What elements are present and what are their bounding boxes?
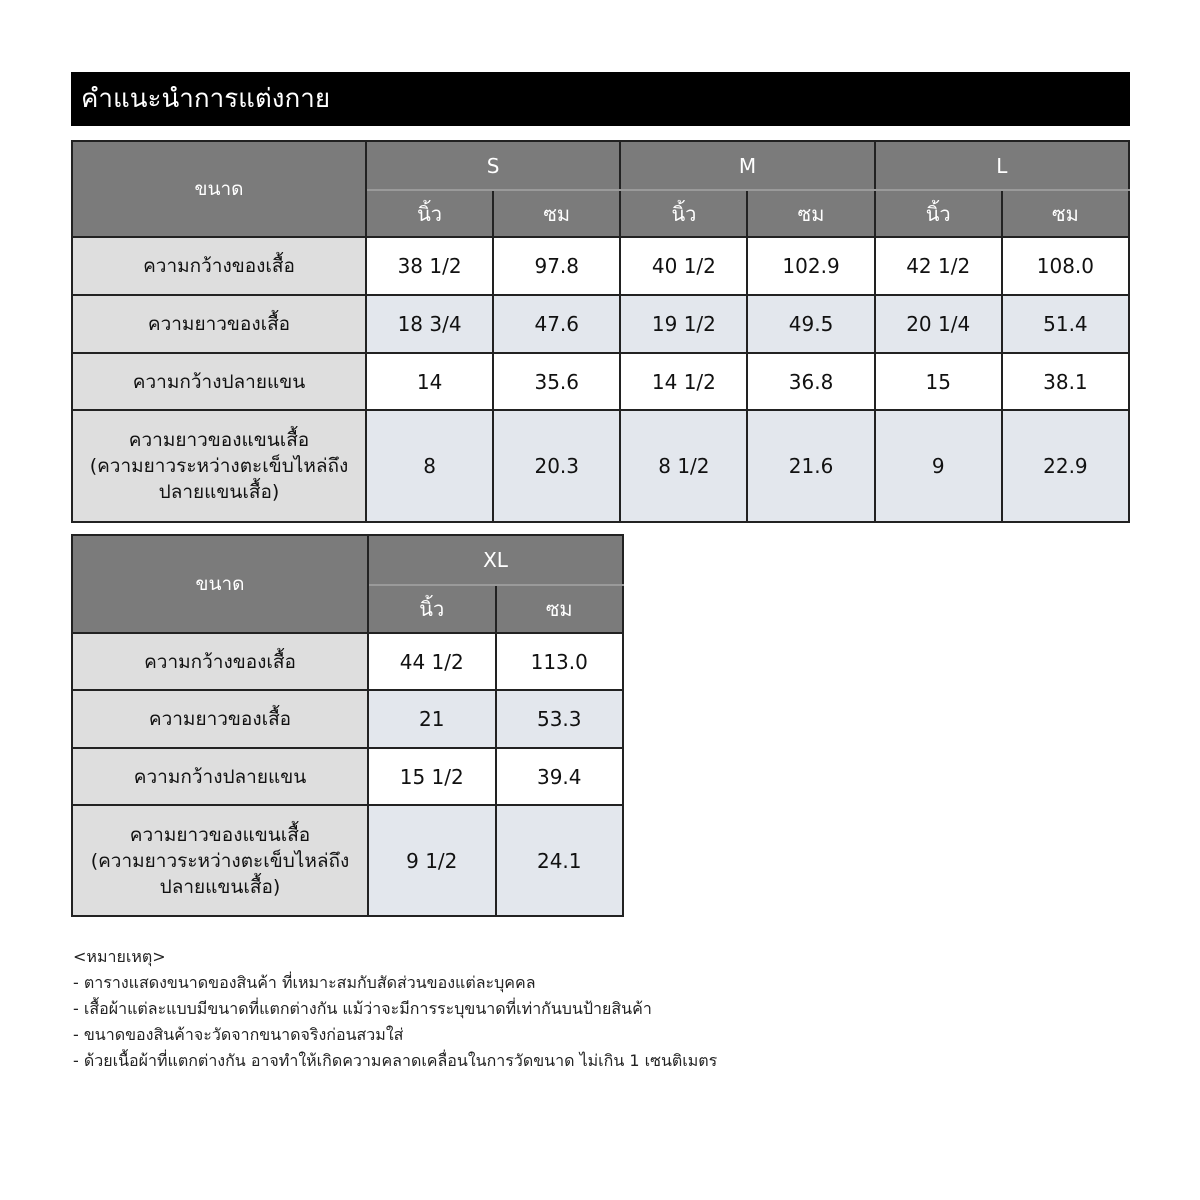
row-label-chest-width: ความกว้างของเสื้อ [72, 237, 366, 295]
cell-value: 8 [366, 410, 493, 522]
row-label-line: ความยาวของแขนเสื้อ [129, 823, 311, 846]
cell-value: 9 1/2 [368, 805, 496, 916]
cell-value: 38.1 [1002, 353, 1129, 410]
note-item: - เสื้อผ้าแต่ละแบบมีขนาดที่แตกต่างกัน แม้ว่าจะมีการระบุขนาดที่เท่ากันบนป้ายสินค้า [73, 999, 652, 1018]
cell-value: 9 [875, 410, 1002, 522]
unit-cm-header: ซม [747, 190, 874, 237]
row-label-body-length: ความยาวของเสื้อ [72, 295, 366, 353]
cell-value: 40 1/2 [620, 237, 747, 295]
row-label-sleeve-opening: ความกว้างปลายแขน [72, 748, 368, 805]
unit-cm-header: ซม [1002, 190, 1129, 237]
unit-inch-header: นิ้ว [366, 190, 493, 237]
row-label-sleeve-length [72, 410, 366, 522]
page-title: คำแนะนำการแต่งกาย [71, 72, 1130, 126]
cell-value: 36.8 [747, 353, 874, 410]
notes-heading: <หมายเหตุ> [73, 947, 166, 966]
cell-value: 39.4 [496, 748, 624, 805]
cell-value: 44 1/2 [368, 633, 496, 690]
row-label-sleeve-opening: ความกว้างปลายแขน [72, 353, 366, 410]
size-l-header: L [875, 141, 1129, 190]
cell-value: 21 [368, 690, 496, 748]
unit-cm-header: ซม [493, 190, 620, 237]
cell-value: 15 1/2 [368, 748, 496, 805]
cell-value: 97.8 [493, 237, 620, 295]
row-label-line: (ความยาวระหว่างตะเข็บไหล่ถึง [89, 455, 349, 477]
cell-value: 22.9 [1002, 410, 1129, 522]
row-label-line: ความยาวของแขนเสื้อ [128, 429, 310, 451]
cell-value: 20.3 [493, 410, 620, 522]
cell-value: 15 [875, 353, 1002, 410]
table-row [72, 237, 1129, 295]
size-header: ขนาด [72, 535, 368, 633]
cell-value: 113.0 [496, 633, 624, 690]
note-item: - ด้วยเนื้อผ้าที่แตกต่างกัน อาจทำให้เกิดความคลาดเคลื่อนในการวัดขนาด ไม่เกิน 1 เซนติเมตร [73, 1051, 718, 1070]
unit-inch-header: นิ้ว [368, 585, 496, 633]
size-table-xl [71, 534, 624, 917]
cell-value: 8 1/2 [620, 410, 747, 522]
row-label-sleeve-length [72, 805, 368, 916]
note-item: - ตารางแสดงขนาดของสินค้า ที่เหมาะสมกับสัดส่วนของแต่ละบุคคล [73, 973, 536, 992]
cell-value: 108.0 [1002, 237, 1129, 295]
cell-value: 51.4 [1002, 295, 1129, 353]
table-row [72, 633, 623, 690]
cell-value: 14 1/2 [620, 353, 747, 410]
size-table-s-m-l [71, 140, 1130, 523]
cell-value: 38 1/2 [366, 237, 493, 295]
table-row [72, 295, 1129, 353]
cell-value: 42 1/2 [875, 237, 1002, 295]
cell-value: 35.6 [493, 353, 620, 410]
note-item: - ขนาดของสินค้าจะวัดจากขนาดจริงก่อนสวมใส่ [73, 1025, 404, 1044]
cell-value: 49.5 [747, 295, 874, 353]
size-s-header: S [366, 141, 620, 190]
table-row [72, 410, 1129, 522]
table-row [72, 353, 1129, 410]
cell-value: 14 [366, 353, 493, 410]
table-row [72, 805, 623, 916]
row-label-line: ปลายแขนเสื้อ) [159, 875, 281, 898]
row-label-chest-width: ความกว้างของเสื้อ [72, 633, 368, 690]
cell-value: 19 1/2 [620, 295, 747, 353]
row-label-line: ปลายแขนเสื้อ) [158, 481, 280, 503]
notes-section [73, 944, 1173, 1074]
unit-inch-header: นิ้ว [620, 190, 747, 237]
row-label-line: (ความยาวระหว่างตะเข็บไหล่ถึง [90, 849, 350, 872]
cell-value: 47.6 [493, 295, 620, 353]
cell-value: 18 3/4 [366, 295, 493, 353]
table-row [72, 748, 623, 805]
table-row [72, 690, 623, 748]
cell-value: 21.6 [747, 410, 874, 522]
size-xl-header: XL [368, 535, 623, 585]
cell-value: 24.1 [496, 805, 624, 916]
row-label-body-length: ความยาวของเสื้อ [72, 690, 368, 748]
unit-inch-header: นิ้ว [875, 190, 1002, 237]
cell-value: 20 1/4 [875, 295, 1002, 353]
unit-cm-header: ซม [496, 585, 624, 633]
size-header: ขนาด [72, 141, 366, 237]
size-m-header: M [620, 141, 874, 190]
cell-value: 102.9 [747, 237, 874, 295]
cell-value: 53.3 [496, 690, 624, 748]
